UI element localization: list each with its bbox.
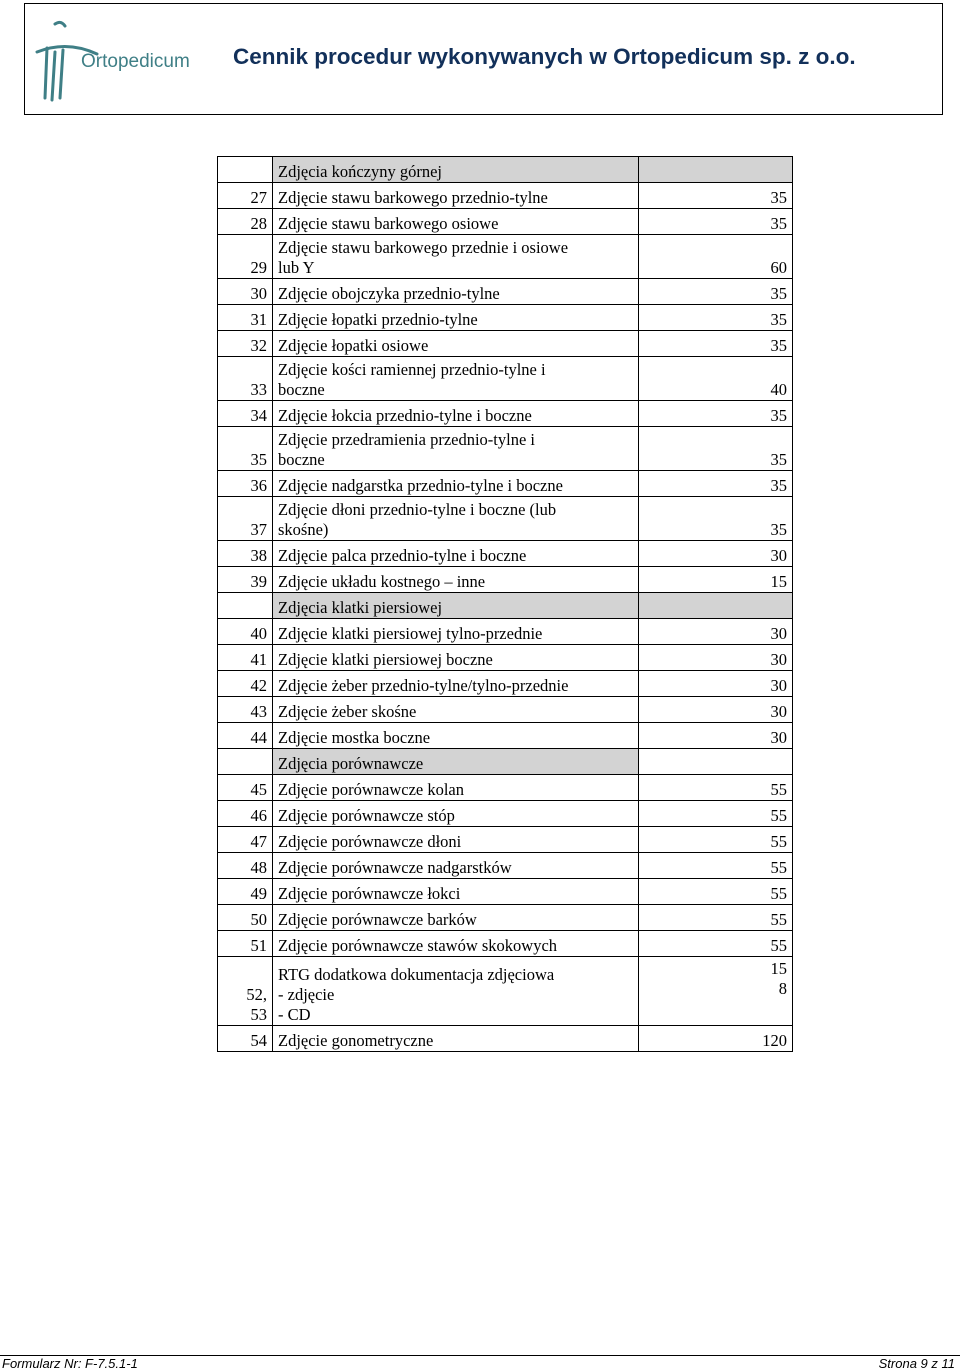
procedure-description <box>273 401 639 427</box>
price-line: 8 <box>778 979 787 998</box>
description-line: Zdjęcie przedramienia przednio-tylne i <box>278 430 535 449</box>
procedure-description <box>273 775 639 801</box>
description-line: Zdjęcie łopatki przednio-tylne <box>278 310 478 329</box>
price-line: 35 <box>770 450 787 469</box>
procedure-description <box>273 801 639 827</box>
procedure-price <box>639 497 793 541</box>
table-row <box>218 183 793 209</box>
table-row <box>218 645 793 671</box>
row-number: 48 <box>218 853 273 879</box>
description-line: Zdjęcie porównawcze stawów skokowych <box>278 936 558 955</box>
row-number: 30 <box>218 279 273 305</box>
procedure-price <box>639 471 793 497</box>
description-line: Zdjęcie porównawcze kolan <box>278 780 464 799</box>
procedure-price <box>639 957 793 1026</box>
procedure-price <box>639 801 793 827</box>
row-number: 39 <box>218 567 273 593</box>
description-line: boczne <box>278 450 325 469</box>
procedure-price <box>639 697 793 723</box>
row-number: 41 <box>218 645 273 671</box>
description-line: Zdjęcie klatki piersiowej boczne <box>278 650 493 669</box>
procedure-price <box>639 775 793 801</box>
table-row <box>218 931 793 957</box>
description-line: Zdjęcie nadgarstka przednio-tylne i boczne <box>278 476 563 495</box>
procedure-price <box>639 279 793 305</box>
description-line: Zdjęcie łokcia przednio-tylne i boczne <box>278 406 532 425</box>
price-line: 30 <box>770 728 787 747</box>
procedure-description <box>273 157 639 183</box>
procedure-description <box>273 567 639 593</box>
price-line: 55 <box>770 780 787 799</box>
procedure-description <box>273 497 639 541</box>
row-number: 38 <box>218 541 273 567</box>
description-line: Zdjęcie stawu barkowego przednio-tylne <box>278 188 548 207</box>
table-row <box>218 401 793 427</box>
procedure-price <box>639 671 793 697</box>
row-number: 52, 53 <box>218 957 273 1026</box>
description-line: Zdjęcia kończyny górnej <box>278 162 443 181</box>
row-number: 33 <box>218 357 273 401</box>
procedure-price <box>639 183 793 209</box>
description-line: Zdjęcie palca przednio-tylne i boczne <box>278 546 527 565</box>
table-row <box>218 279 793 305</box>
row-number: 54 <box>218 1026 273 1052</box>
procedure-price <box>639 853 793 879</box>
row-number: 46 <box>218 801 273 827</box>
footer-form-number: Formularz Nr: F-7.5.1-1 <box>2 1356 138 1371</box>
table-row <box>218 209 793 235</box>
description-line: Zdjęcie kości ramiennej przednio-tylne i <box>278 360 546 379</box>
table-row <box>218 567 793 593</box>
price-line: 30 <box>770 676 787 695</box>
price-line: 35 <box>770 214 787 233</box>
procedure-price <box>639 827 793 853</box>
price-line: 35 <box>770 476 787 495</box>
description-line: Zdjęcie porównawcze dłoni <box>278 832 462 851</box>
procedure-price <box>639 541 793 567</box>
price-line: 35 <box>770 188 787 207</box>
table-row <box>218 471 793 497</box>
row-number: 28 <box>218 209 273 235</box>
row-number <box>218 749 273 775</box>
table-row <box>218 697 793 723</box>
procedure-price <box>639 905 793 931</box>
procedure-description <box>273 357 639 401</box>
table-row <box>218 801 793 827</box>
price-line: 30 <box>770 650 787 669</box>
row-number: 44 <box>218 723 273 749</box>
price-line: 55 <box>770 884 787 903</box>
footer-divider <box>0 1355 960 1356</box>
procedure-price <box>639 1026 793 1052</box>
price-line: 30 <box>770 624 787 643</box>
price-line: 15 <box>770 959 787 978</box>
row-number: 36 <box>218 471 273 497</box>
description-line: RTG dodatkowa dokumentacja zdjęciowa <box>278 965 555 984</box>
description-line: Zdjęcie mostka boczne <box>278 728 431 747</box>
procedure-description <box>273 183 639 209</box>
row-number: 35 <box>218 427 273 471</box>
procedure-description <box>273 879 639 905</box>
price-line: 15 <box>770 572 787 591</box>
description-line: Zdjęcie klatki piersiowej tylno-przednie <box>278 624 543 643</box>
row-number: 43 <box>218 697 273 723</box>
description-line: Zdjęcie porównawcze barków <box>278 910 477 929</box>
procedure-description <box>273 931 639 957</box>
procedure-description <box>273 905 639 931</box>
table-row <box>218 723 793 749</box>
table-row <box>218 905 793 931</box>
footer-page-number: Strona 9 z 11 <box>878 1356 955 1371</box>
procedure-description <box>273 305 639 331</box>
logo-text: Ortopedicum <box>81 51 190 72</box>
procedure-description <box>273 541 639 567</box>
description-line: Zdjęcie obojczyka przednio-tylne <box>278 284 500 303</box>
procedure-price <box>639 567 793 593</box>
description-line: - CD <box>278 1005 311 1024</box>
description-line: Zdjęcie układu kostnego – inne <box>278 572 486 591</box>
table-row <box>218 775 793 801</box>
procedure-description <box>273 957 639 1026</box>
procedure-description <box>273 827 639 853</box>
price-line <box>644 162 787 182</box>
procedure-price <box>639 331 793 357</box>
price-line: 30 <box>770 702 787 721</box>
table-row <box>218 879 793 905</box>
procedure-description <box>273 723 639 749</box>
procedure-price <box>639 357 793 401</box>
row-number: 34 <box>218 401 273 427</box>
procedure-price <box>639 401 793 427</box>
description-line: - zdjęcie <box>278 985 335 1004</box>
price-line: 60 <box>770 258 787 277</box>
procedure-description <box>273 1026 639 1052</box>
row-number <box>218 157 273 183</box>
table-row <box>218 671 793 697</box>
procedure-description <box>273 593 639 619</box>
procedure-price <box>639 931 793 957</box>
table-row <box>218 497 793 541</box>
description-line: Zdjęcie porównawcze łokci <box>278 884 461 903</box>
table-row <box>218 357 793 401</box>
price-line: 55 <box>770 858 787 877</box>
procedure-price <box>639 723 793 749</box>
row-number: 51 <box>218 931 273 957</box>
price-line: 40 <box>770 380 787 399</box>
procedure-price <box>639 645 793 671</box>
price-line: 120 <box>762 1031 787 1050</box>
table-row <box>218 331 793 357</box>
procedure-description <box>273 853 639 879</box>
price-line: 35 <box>770 284 787 303</box>
description-line: Zdjęcie dłoni przednio-tylne i boczne (lub <box>278 500 557 519</box>
row-number: 49 <box>218 879 273 905</box>
table-row <box>218 235 793 279</box>
procedure-price <box>639 305 793 331</box>
procedure-description <box>273 645 639 671</box>
row-number: 32 <box>218 331 273 357</box>
procedure-description <box>273 697 639 723</box>
description-line: Zdjęcia porównawcze <box>278 754 424 773</box>
row-number <box>218 593 273 619</box>
description-line: Zdjęcie porównawcze stóp <box>278 806 455 825</box>
price-table <box>217 156 793 1052</box>
procedure-description <box>273 427 639 471</box>
description-line: skośne) <box>278 520 329 539</box>
procedure-price <box>639 619 793 645</box>
row-number: 47 <box>218 827 273 853</box>
procedure-description <box>273 235 639 279</box>
price-line: 35 <box>770 406 787 425</box>
procedure-description <box>273 279 639 305</box>
description-line: Zdjęcie łopatki osiowe <box>278 336 429 355</box>
description-line: boczne <box>278 380 325 399</box>
procedure-description <box>273 749 639 775</box>
description-line: lub Y <box>278 258 315 277</box>
procedure-price <box>639 879 793 905</box>
procedure-description <box>273 619 639 645</box>
procedure-price <box>639 749 793 775</box>
price-line: 55 <box>770 832 787 851</box>
row-number: 31 <box>218 305 273 331</box>
procedure-description <box>273 209 639 235</box>
procedure-description <box>273 471 639 497</box>
price-line <box>644 754 787 774</box>
description-line: Zdjęcie stawu barkowego przednie i osiowe <box>278 238 569 257</box>
procedure-price <box>639 209 793 235</box>
price-line: 55 <box>770 936 787 955</box>
procedure-price <box>639 427 793 471</box>
price-line: 35 <box>770 310 787 329</box>
row-number: 45 <box>218 775 273 801</box>
description-line: Zdjęcie żeber skośne <box>278 702 417 721</box>
description-line: Zdjęcie gonometryczne <box>278 1031 434 1050</box>
section-header-row <box>218 593 793 619</box>
document-title: Cennik procedur wykonywanych w Ortopedicum sp. z o.o. <box>233 44 856 69</box>
procedure-description <box>273 671 639 697</box>
description-line: Zdjęcie żeber przednio-tylne/tylno-przednie <box>278 676 569 695</box>
row-number: 50 <box>218 905 273 931</box>
row-number: 42 <box>218 671 273 697</box>
description-line: Zdjęcia klatki piersiowej <box>278 598 443 617</box>
procedure-price <box>639 235 793 279</box>
table-row <box>218 827 793 853</box>
price-line: 35 <box>770 336 787 355</box>
price-line <box>644 999 787 1019</box>
table-row <box>218 957 793 1026</box>
description-line: Zdjęcie stawu barkowego osiowe <box>278 214 499 233</box>
procedure-price <box>639 157 793 183</box>
table-row <box>218 853 793 879</box>
description-line: Zdjęcie porównawcze nadgarstków <box>278 858 512 877</box>
procedure-price <box>639 593 793 619</box>
table-row <box>218 619 793 645</box>
row-number: 27 <box>218 183 273 209</box>
row-number: 37 <box>218 497 273 541</box>
procedure-description <box>273 331 639 357</box>
row-number: 29 <box>218 235 273 279</box>
price-line: 30 <box>770 546 787 565</box>
section-header-row <box>218 749 793 775</box>
price-line: 55 <box>770 806 787 825</box>
table-row <box>218 1026 793 1052</box>
table-row <box>218 541 793 567</box>
price-line: 55 <box>770 910 787 929</box>
table-row <box>218 427 793 471</box>
price-line: 35 <box>770 520 787 539</box>
section-header-row <box>218 157 793 183</box>
table-row <box>218 305 793 331</box>
price-line <box>644 598 787 618</box>
row-number: 40 <box>218 619 273 645</box>
